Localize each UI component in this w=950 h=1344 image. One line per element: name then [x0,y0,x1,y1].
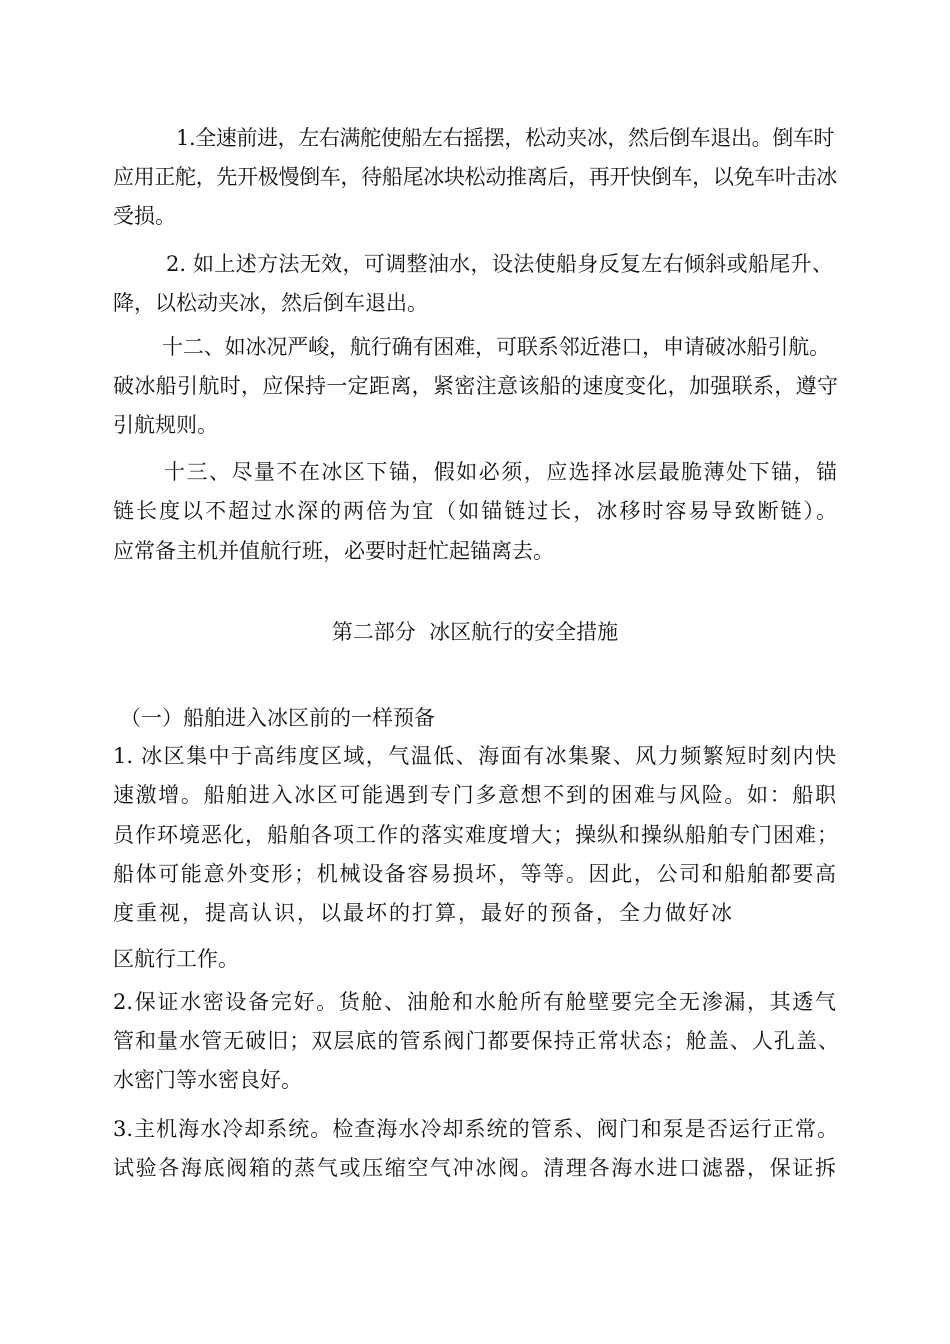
paragraph-line: 十二、如冰况严峻，航行确有困难，可联系邻近港口，申请破冰船引航。 [162,335,830,359]
item-line: 员作环境恶化，船舶各项工作的落实难度增大；操纵和操纵船舶专门困难； [113,823,838,847]
paragraph-line: 十三、尽量不在冰区下锚，假如必须，应选择冰层最脆薄处下锚，锚 [164,460,837,484]
paragraph-line: 破冰船引航时，应保持一定距离，紧密注意该船的速度变化，加强联系，遵守 [113,374,838,398]
item-line: 试验各海底阀箱的蒸气或压缩空气冲冰阀。清理各海水进口滤器，保证拆 [113,1156,836,1180]
item-line: 船体可能意外变形；机械设备容易损坏，等等。因此，公司和船舶都要高 [113,862,836,886]
paragraph-line: 应常备主机并值航行班，必要时赶忙起锚离去。 [113,539,554,563]
item-line: 2.保证水密设备完好。货舱、油舱和水舱所有舱壁要完全无渗漏，其透气 [113,990,836,1014]
subsection-title: （一）船舶进入冰区前的一样预备 [120,706,435,730]
paragraph-line: 1.全速前进，左右满舵使船左右摇摆，松动夹冰，然后倒车退出。倒车时 [176,126,835,150]
paragraph-line: 受损。 [113,204,176,228]
paragraph-line: 降，以松动夹冰，然后倒车退出。 [113,291,428,315]
item-line: 区航行工作。 [113,947,239,971]
paragraph-line: 引航规则。 [113,413,218,437]
paragraph-line: 应用正舵，先开极慢倒车，待船尾冰块松动推离后，再开快倒车，以免车叶击冰 [113,165,837,189]
item-line: 1. 冰区集中于高纬度区域，气温低、海面有冰集聚、风力频繁短时刻内快 [113,744,836,768]
part-title: 第二部分 冰区航行的安全措施 [331,620,619,644]
item-line: 度重视，提高认识，以最坏的打算，最好的预备，全力做好冰 [113,901,732,925]
item-line: 管和量水管无破旧；双层底的管系阀门都要保持正常状态；舱盖、人孔盖、 [113,1029,839,1053]
item-line: 3.主机海水冷却系统。检查海水冷却系统的管系、阀门和泵是否运行正常。 [113,1117,838,1141]
paragraph-line: 2. 如上述方法无效，可调整油水，设法使船身反复左右倾斜或船尾升、 [166,252,833,276]
item-line: 速激增。船舶进入冰区可能遇到专门多意想不到的困难与风险。如：船职 [113,783,836,807]
item-line: 水密门等水密良好。 [113,1068,302,1092]
paragraph-line: 链长度以不超过水深的两倍为宜（如锚链过长，冰移时容易导致断链）。 [113,499,837,523]
